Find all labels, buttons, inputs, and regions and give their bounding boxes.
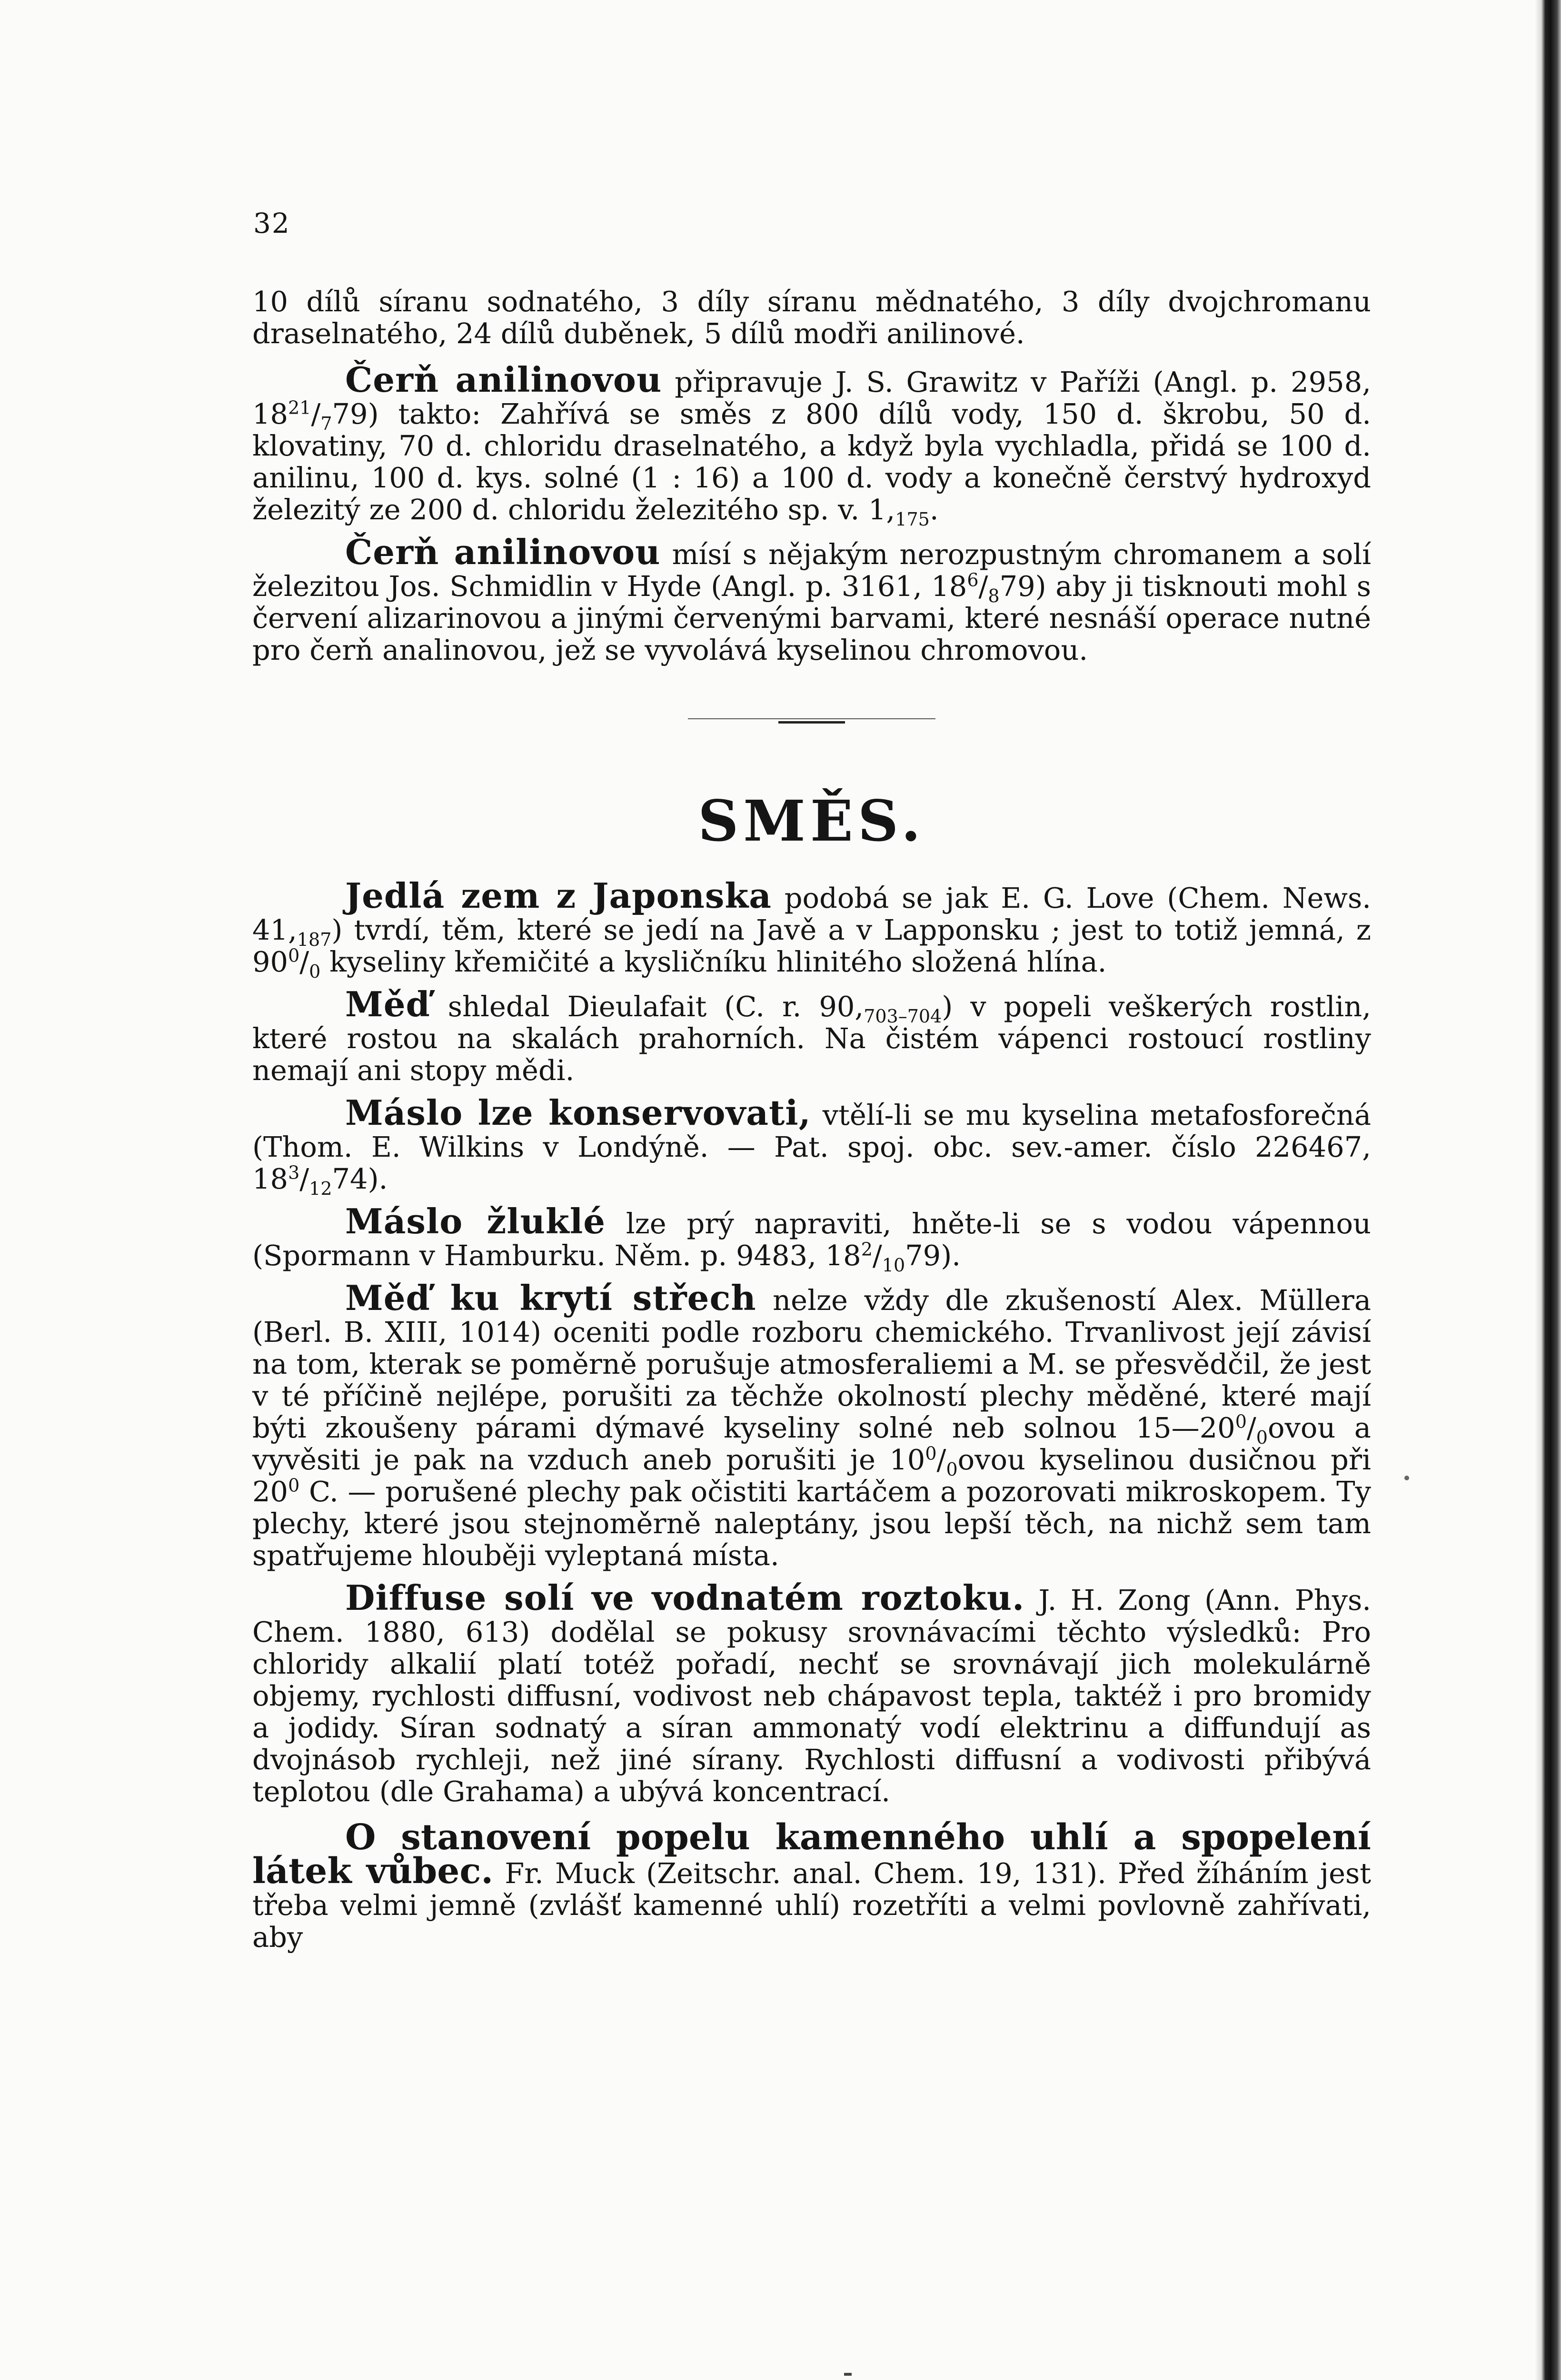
paragraph-coal-ash: O stanovení popelu kamenného uhlí a spopelení látek vůbec. Fr. Muck (Zeitschr. anal. Chem. 19, 131). Před žíháním jest třeba velmi jemně (zvlášť kamenné uhlí) rozetříti a velmi povlovně zahřívati, aby <box>252 1817 1371 1954</box>
paragraph-heading: Čerň anilinovou <box>345 532 661 572</box>
paragraph-edible-earth: Jedlá zem z Japonska podobá se jak E. G. Love (Chem. News. $41,_{187}$) tvrdí, těm, které se jedí na Javě a v Lapponsku ; jest to totiž jemná, z $90^0/_0$ kyseliny křemičité a kysličníku hlinitého složená hlína. <box>252 875 1371 982</box>
paragraph-salt-diffusion: Diffuse solí ve vodnatém roztoku. J. H. Zong (Ann. Phys. Chem. 1880, 613) dodělal se pokusy srovnávacími těchto výsledků: Pro chloridy alkalií platí totéž pořadí, nechť se srovnávají jich molekulárně objemy, rychlosti diffusní, vodivost neb chápavost tepla, taktéž i pro bromidy a jodidy. Síran sodnatý a síran ammonatý vodí elektrinu a diffundují as dvojnásob rychleji, než jiné sírany. Rychlosti diffusní a vodivosti přibývá teplotou (dle Grahama) a ubývá koncentrací. <box>252 1577 1371 1808</box>
paragraph-heading: Diffuse solí ve vodnatém roztoku. <box>345 1577 1025 1618</box>
paragraph-butter-preserve: Máslo lze konservovati, vtělí-li se mu kyselina metafosforečná (Thom. E. Wilkins v Londýně. — Pat. spoj. obc. sev.-amer. číslo 226467, $18^3/_{12}74$). <box>252 1092 1371 1199</box>
paragraph-heading: Měď <box>345 984 430 1024</box>
paragraph-heading: O stanovení popelu kamenného uhlí a spopelení látek vůbec. <box>252 1817 1371 1892</box>
paragraph-heading: Jedlá zem z Japonska <box>345 875 772 916</box>
paragraph-heading: Čerň anilinovou <box>345 359 662 400</box>
text-body <box>252 286 1371 1953</box>
paragraph-heading: Máslo lze konservovati, <box>345 1092 811 1133</box>
paragraph-rancid-butter: Máslo žluklé lze prý napraviti, hněte-li se s vodou vápennou (Spormann v Hamburku. Něm. p. 9483, $18^2/_{10}79$). <box>252 1201 1371 1276</box>
paragraph-copper-ash: Měď shledal Dieulafait (C. r. $90,_{703-704}$) v popeli veškerých rostlin, které rostou na skalách prahorních. Na čistém vápenci rostoucí rostliny nemají ani stopy mědi. <box>252 984 1371 1087</box>
page-number: 32 <box>253 207 290 239</box>
section-divider <box>688 717 935 724</box>
paragraph-aniline-black-1: Čerň anilinovou připravuje J. S. Grawitz v Paříži (Angl. p. 2958, $18^{21}/_779$) takto: Zahřívá se směs z 800 dílů vody, 150 d. škrobu, 50 d. klovatiny, 70 d. chloridu draselnatého, a když byla vychladla, přidá se 100 d. anilinu, 100 d. kys. solné (1 : 16) a 100 d. vody a konečně čerstvý hydroxyd železitý ze 200 d. chloridu železitého sp. v. $1,_{175}$. <box>252 359 1371 530</box>
bottom-speck <box>844 2373 852 2376</box>
paragraph-recipe-continuation: 10 dílů síranu sodnatého, 3 díly síranu mědnatého, 3 díly dvojchromanu draselnatého, 24 dílů duběnek, 5 dílů modři anilinové. <box>252 285 1371 350</box>
paragraph-copper-roofing: Měď ku krytí střech nelze vždy dle zkušeností Alex. Müllera (Berl. B. XIII, 1014) oceniti podle rozboru chemického. Trvanlivost její závisí na tom, kterak se poměrně porušuje atmosferaliemi a M. se přesvědčil, že jest v té příčině nejlépe, porušiti za těchže okolností plechy měděné, které mají býti zkoušeny párami dýmavé kyseliny solné neb solnou $15—20^0/_0ovou$ a vyvěsiti je pak na vzduch aneb porušiti je $10^0/_0ovou$ kyselinou dusičnou při $20^0$ C. — porušené plechy pak očistiti kartáčem a pozorovati mikroskopem. Ty plechy, které jsou stejnoměrně naleptány, jsou lepší těch, na nichž sem tam spatřujeme hlouběji vyleptaná místa. <box>252 1278 1372 1572</box>
margin-speck <box>1404 1476 1409 1480</box>
page-binding-edge <box>1535 0 1561 2380</box>
paragraph-aniline-black-2: Čerň anilinovou mísí s nějakým nerozpustným chromanem a solí železitou Jos. Schmidlin v Hyde (Angl. p. 3161, $18^6/_879$) aby ji tisknouti mohl s červení alizarinovou a jinými červenými barvami, které nesnáší operace nutné pro čerň analinovou, jež se vyvolává kyselinou chromovou. <box>252 532 1371 666</box>
paragraph-heading: Měď ku krytí střech <box>345 1278 756 1318</box>
section-title: SMĚS. <box>698 788 925 854</box>
paragraph-heading: Máslo žluklé <box>345 1201 606 1241</box>
